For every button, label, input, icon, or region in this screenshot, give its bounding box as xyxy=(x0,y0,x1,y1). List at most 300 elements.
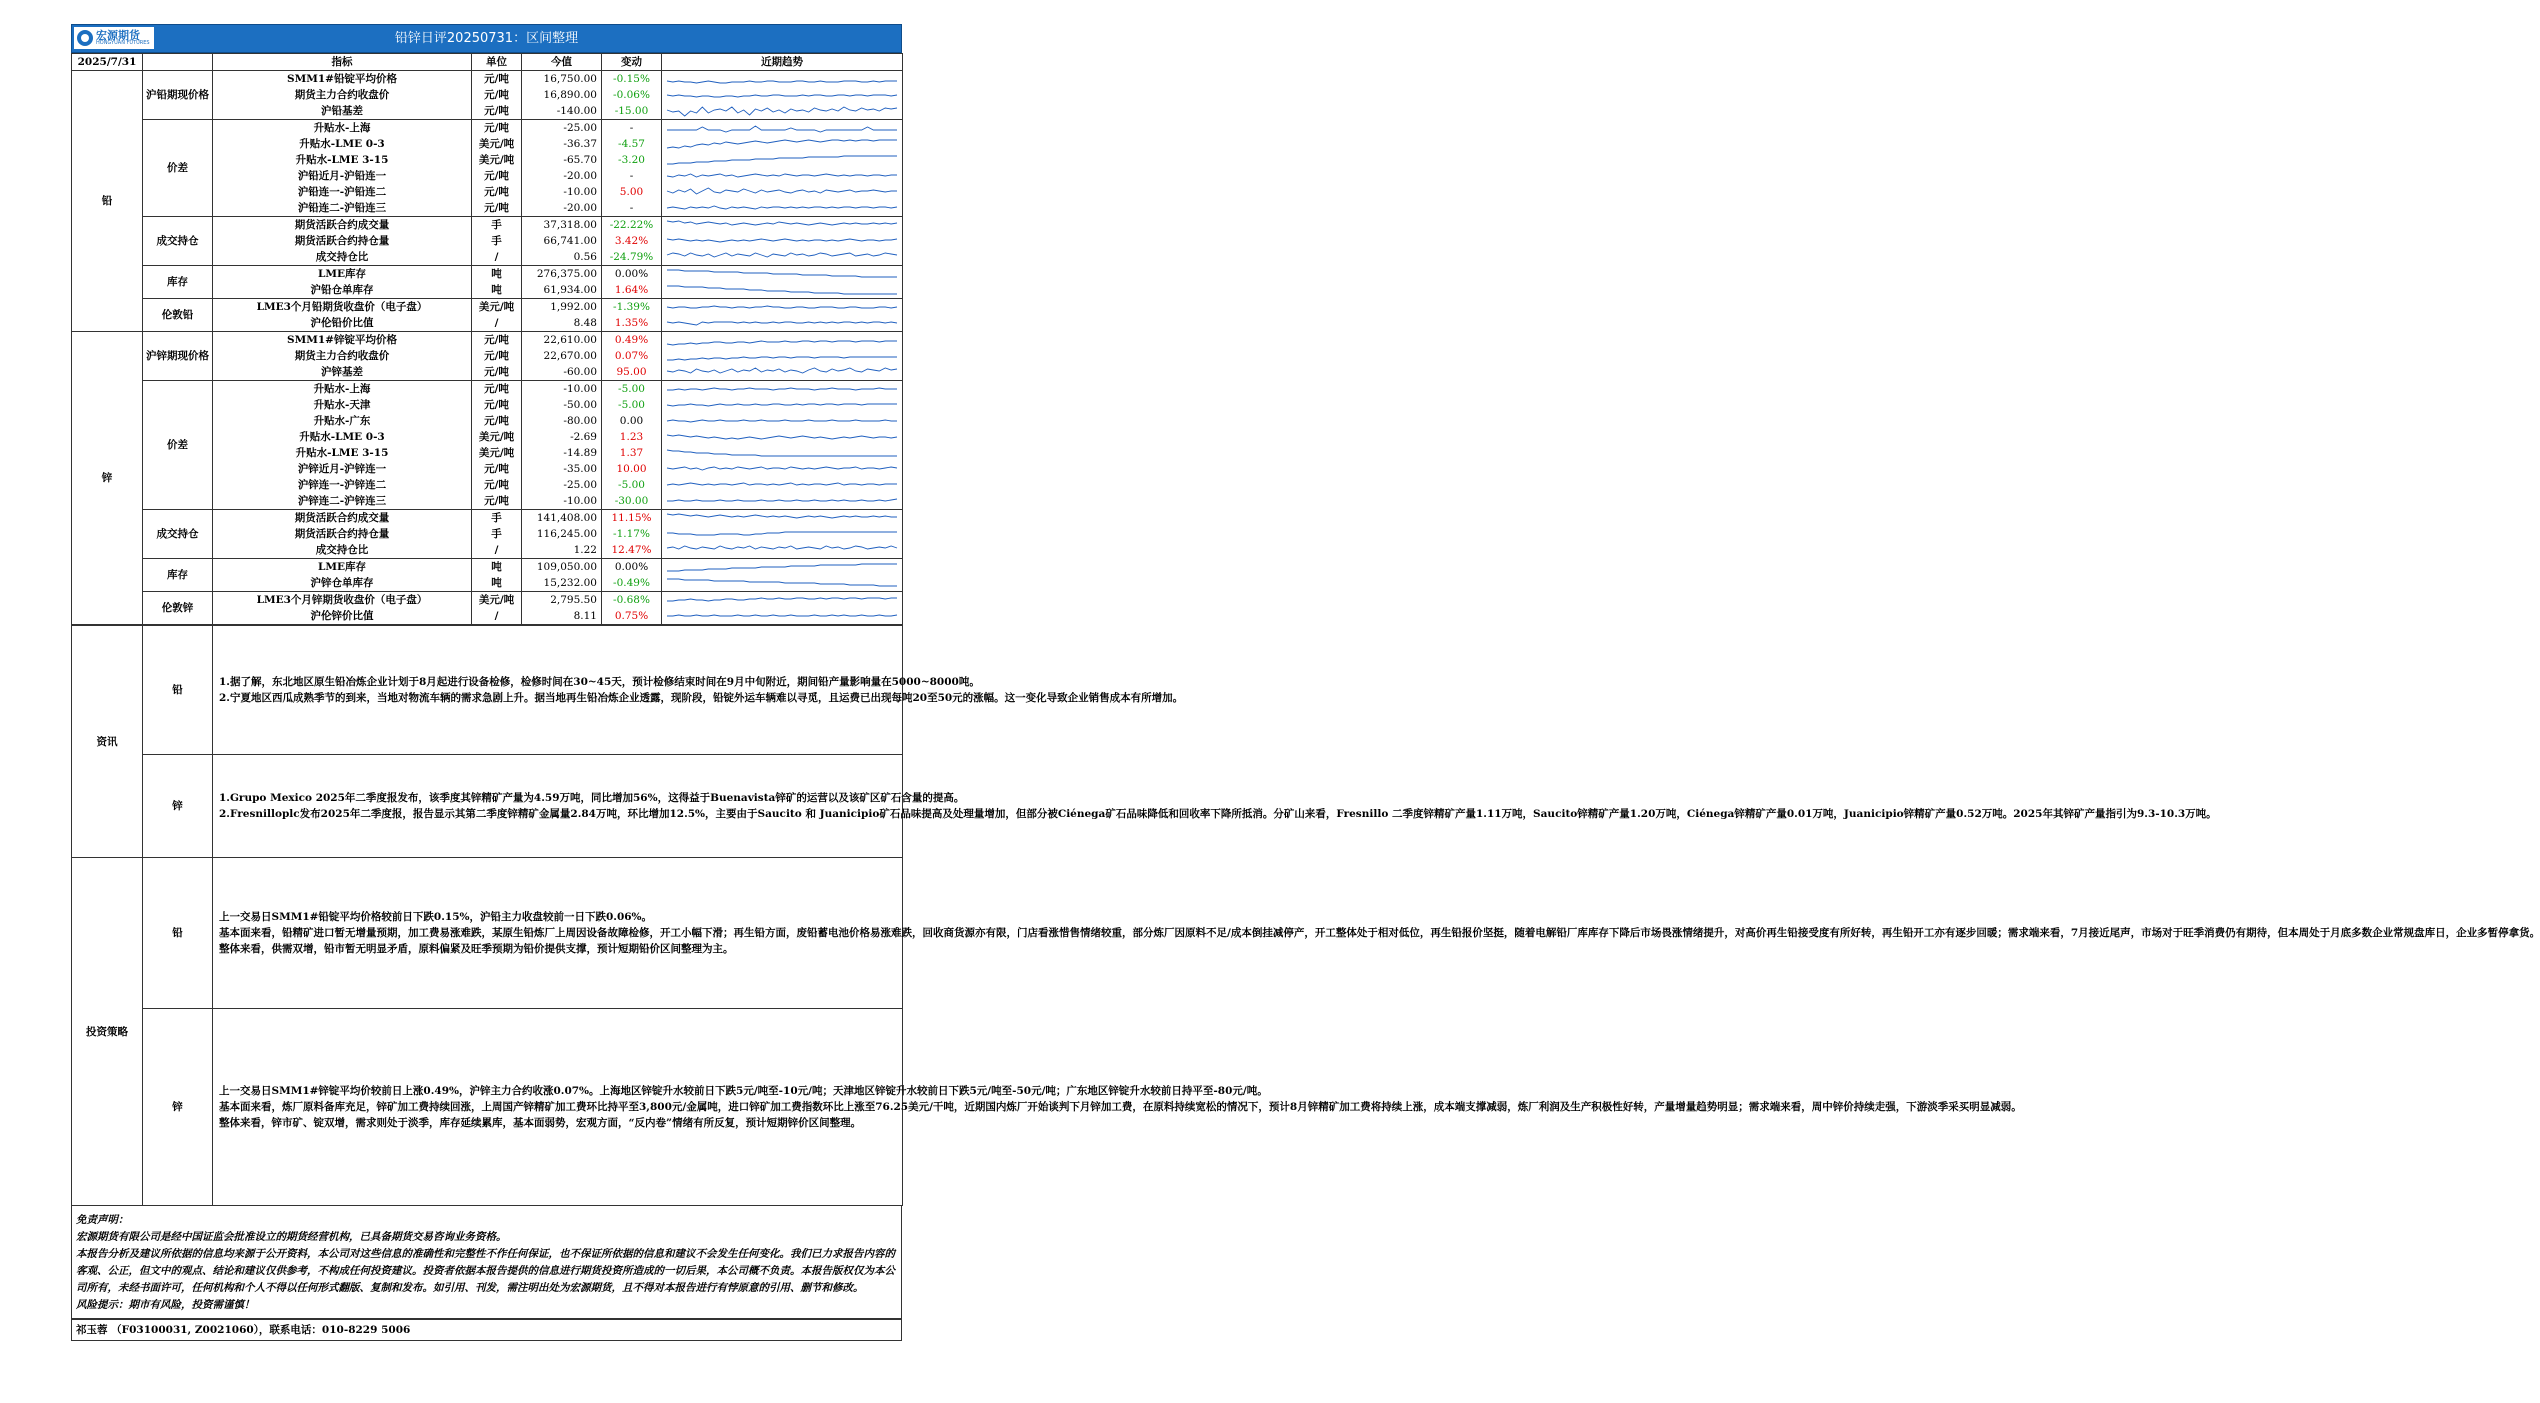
indicator-name: 升贴水-LME 0-3 xyxy=(213,136,472,152)
indicator-name: 期货主力合约收盘价 xyxy=(213,87,472,103)
indicator-name: LME3个月锌期货收盘价（电子盘） xyxy=(213,592,472,609)
date-cell: 2025/7/31 xyxy=(72,54,143,71)
trend-sparkline xyxy=(662,592,903,609)
sparkline-trend-line xyxy=(667,467,897,470)
trend-sparkline xyxy=(662,136,903,152)
unit-cell: 美元/吨 xyxy=(472,429,522,445)
data-row xyxy=(72,266,903,283)
change-cell: 0.00% xyxy=(602,266,662,283)
change-cell: 3.42% xyxy=(602,233,662,249)
indicator-name: 沪铅连一-沪铅连二 xyxy=(213,184,472,200)
change-cell: -4.57 xyxy=(602,136,662,152)
trend-header: 近期趋势 xyxy=(662,54,903,71)
trend-sparkline xyxy=(662,184,903,200)
sparkline-trend-line xyxy=(667,388,897,390)
sparkline-svg xyxy=(666,168,898,184)
trend-sparkline xyxy=(662,413,903,429)
trend-sparkline xyxy=(662,299,903,316)
sparkline-svg xyxy=(666,299,898,315)
sparkline-svg xyxy=(666,493,898,509)
indicator-name: 沪锌仓单库存 xyxy=(213,575,472,592)
sparkline-trend-line xyxy=(667,579,897,586)
change-cell: 1.64% xyxy=(602,282,662,299)
sparkline-svg xyxy=(666,413,898,429)
change-cell: -3.20 xyxy=(602,152,662,168)
trend-sparkline xyxy=(662,282,903,299)
change-cell: -0.06% xyxy=(602,87,662,103)
unit-cell: 元/吨 xyxy=(472,413,522,429)
value-cell: 16,890.00 xyxy=(522,87,602,103)
sparkline-trend-line xyxy=(667,107,897,116)
indicator-name: SMM1#铅锭平均价格 xyxy=(213,71,472,88)
change-cell: 12.47% xyxy=(602,542,662,559)
news-lead-label: 铅 xyxy=(143,626,213,755)
value-cell: -35.00 xyxy=(522,461,602,477)
news-zinc-label: 锌 xyxy=(143,755,213,858)
trend-sparkline xyxy=(662,429,903,445)
change-cell: -5.00 xyxy=(602,381,662,398)
trend-sparkline xyxy=(662,364,903,381)
trend-sparkline xyxy=(662,332,903,349)
sparkline-trend-line xyxy=(667,368,897,373)
trend-sparkline xyxy=(662,608,903,625)
value-cell: -50.00 xyxy=(522,397,602,413)
trend-sparkline xyxy=(662,559,903,576)
sparkline-trend-line xyxy=(667,483,897,485)
unit-cell: 美元/吨 xyxy=(472,152,522,168)
indicator-name: SMM1#锌锭平均价格 xyxy=(213,332,472,349)
sparkline-svg xyxy=(666,71,898,87)
sparkline-svg xyxy=(666,152,898,168)
value-cell: 1.22 xyxy=(522,542,602,559)
sparkline-trend-line xyxy=(667,420,897,422)
text-table xyxy=(71,625,2540,1206)
change-cell: 11.15% xyxy=(602,510,662,527)
sparkline-trend-line xyxy=(667,81,897,83)
trend-sparkline xyxy=(662,510,903,527)
trend-sparkline xyxy=(662,200,903,217)
unit-cell: 吨 xyxy=(472,575,522,592)
unit-cell: 手 xyxy=(472,233,522,249)
sparkline-trend-line xyxy=(667,239,897,242)
report-header xyxy=(71,24,902,53)
unit-cell: 元/吨 xyxy=(472,493,522,510)
value-cell: -20.00 xyxy=(522,200,602,217)
sparkline-svg xyxy=(666,575,898,591)
trend-sparkline xyxy=(662,477,903,493)
disclaimer-line-1: 宏源期货有限公司是经中国证监会批准设立的期货经营机构，已具备期货交易咨询业务资格。 xyxy=(76,1231,507,1243)
indicator-name: 期货活跃合约持仓量 xyxy=(213,526,472,542)
strategy-lead-paragraph-2: 基本面来看，铅精矿进口暂无增量预期，加工费易涨难跌，某原生铅炼厂上周因设备故障检修，开工小幅下滑；再生铅方面，废铅蓄电池价格易涨难跌，回收商货源亦有限，门店看涨惜售情绪较重，部分炼厂因原料不足/成本倒挂减停产，开工整体处于相对低位，再生铅报价坚挺，随着电解铅厂库库存下降后市场畏涨情绪提升，对高价再生铅接受度有所好转，再生铅开工亦有逐步回暖；需求端来看，7月接近尾声，市场对于旺季消费仍有期待，但本周处于月底多数企业常规盘库日，企业多暂停拿货。 xyxy=(219,927,2540,939)
value-cell: 8.48 xyxy=(522,315,602,332)
sparkline-svg xyxy=(666,315,898,331)
sparkline-trend-line xyxy=(667,532,897,535)
unit-cell: 元/吨 xyxy=(472,103,522,120)
value-cell: -10.00 xyxy=(522,381,602,398)
unit-cell: 元/吨 xyxy=(472,168,522,184)
change-cell: -15.00 xyxy=(602,103,662,120)
zinc-category: 锌 xyxy=(72,332,143,625)
unit-cell: 元/吨 xyxy=(472,364,522,381)
strategy-zinc-text xyxy=(213,1009,2022,1206)
indicator-name: 成交持仓比 xyxy=(213,542,472,559)
unit-cell: 元/吨 xyxy=(472,87,522,103)
sparkline-trend-line xyxy=(667,95,897,97)
strategy-category: 投资策略 xyxy=(72,858,143,1206)
trend-sparkline xyxy=(662,445,903,461)
lead-category: 铅 xyxy=(72,71,143,332)
indicator-name: 期货活跃合约持仓量 xyxy=(213,233,472,249)
sparkline-trend-line xyxy=(667,514,897,518)
change-cell: -22.22% xyxy=(602,217,662,234)
news-lead-row xyxy=(72,626,903,755)
change-cell: -5.00 xyxy=(602,397,662,413)
data-row xyxy=(72,510,903,527)
unit-cell: 手 xyxy=(472,510,522,527)
unit-cell: 元/吨 xyxy=(472,461,522,477)
indicator-name: 期货活跃合约成交量 xyxy=(213,510,472,527)
indicator-name: 期货活跃合约成交量 xyxy=(213,217,472,234)
strategy-zinc-label: 锌 xyxy=(143,1009,213,1206)
trend-sparkline xyxy=(662,217,903,234)
sparkline-svg xyxy=(666,397,898,413)
value-cell: 15,232.00 xyxy=(522,575,602,592)
trend-sparkline xyxy=(662,348,903,364)
indicator-name: 沪锌连一-沪锌连二 xyxy=(213,477,472,493)
value-cell: -20.00 xyxy=(522,168,602,184)
indicator-name: 沪铅近月-沪铅连一 xyxy=(213,168,472,184)
sparkline-trend-line xyxy=(667,435,897,439)
data-row xyxy=(72,332,903,349)
unit-cell: 吨 xyxy=(472,559,522,576)
unit-cell: 手 xyxy=(472,526,522,542)
value-cell: 66,741.00 xyxy=(522,233,602,249)
sparkline-svg xyxy=(666,608,898,624)
trend-sparkline xyxy=(662,315,903,332)
indicator-name: 升贴水-LME 3-15 xyxy=(213,152,472,168)
value-cell: 2,795.50 xyxy=(522,592,602,609)
trend-sparkline xyxy=(662,87,903,103)
sparkline-svg xyxy=(666,282,898,298)
trend-sparkline xyxy=(662,575,903,592)
sparkline-trend-line xyxy=(667,404,897,406)
trend-sparkline xyxy=(662,493,903,510)
strategy-zinc-paragraph-2: 基本面来看，炼厂原料备库充足，锌矿加工费持续回涨，上周国产锌精矿加工费环比持平至3,800元/金属吨，进口锌矿加工费指数环比上涨至76.25美元/干吨，近期国内炼厂开始谈判下月锌加工费，在原料持续宽松的情况下，预计8月锌精矿加工费将持续上涨，成本端支撑减弱，炼厂利润及生产积极性好转，产量增量趋势明显；需求端来看，周中锌价持续走强，下游淡季采买明显减弱。 xyxy=(219,1101,2022,1113)
sparkline-trend-line xyxy=(667,270,897,277)
change-cell: -1.17% xyxy=(602,526,662,542)
change-cell: 0.00% xyxy=(602,559,662,576)
group-label: 成交持仓 xyxy=(143,217,213,266)
value-cell: 109,050.00 xyxy=(522,559,602,576)
value-cell: -10.00 xyxy=(522,184,602,200)
change-cell: 1.37 xyxy=(602,445,662,461)
unit-cell: 元/吨 xyxy=(472,348,522,364)
unit-cell: 元/吨 xyxy=(472,184,522,200)
news-lead-paragraph-1: 1.据了解，东北地区原生铅冶炼企业计划于8月起进行设备检修，检修时间在30~45天，预计检修结束时间在9月中旬附近，期间铅产量影响量在5000~8000吨。 xyxy=(219,676,980,688)
indicator-name: 沪伦锌价比值 xyxy=(213,608,472,625)
value-cell: -60.00 xyxy=(522,364,602,381)
sparkline-trend-line xyxy=(667,286,897,294)
indicator-header: 指标 xyxy=(213,54,472,71)
news-lead-paragraph-2: 2.宁夏地区西瓜成熟季节的到来，当地对物流车辆的需求急剧上升。据当地再生铅冶炼企业透露，现阶段，铅锭外运车辆难以寻觅，且运费已出现每吨20至50元的涨幅。这一变化导致企业销售成本有所增加。 xyxy=(219,692,1184,704)
indicator-name: LME库存 xyxy=(213,266,472,283)
value-cell: 141,408.00 xyxy=(522,510,602,527)
value-cell: 16,750.00 xyxy=(522,71,602,88)
value-cell: -80.00 xyxy=(522,413,602,429)
sparkline-svg xyxy=(666,477,898,493)
sparkline-trend-line xyxy=(667,188,897,194)
strategy-lead-row xyxy=(72,858,903,1009)
change-cell: -24.79% xyxy=(602,249,662,266)
unit-cell: 元/吨 xyxy=(472,71,522,88)
group-label: 价差 xyxy=(143,381,213,510)
change-header: 变动 xyxy=(602,54,662,71)
sparkline-svg xyxy=(666,233,898,249)
sparkline-trend-line xyxy=(667,450,897,456)
trend-sparkline xyxy=(662,152,903,168)
unit-cell: 元/吨 xyxy=(472,477,522,493)
sparkline-svg xyxy=(666,429,898,445)
change-cell: 1.35% xyxy=(602,315,662,332)
sparkline-trend-line xyxy=(667,253,897,257)
indicator-name: 期货主力合约收盘价 xyxy=(213,348,472,364)
indicator-name: 沪铅基差 xyxy=(213,103,472,120)
value-cell: -65.70 xyxy=(522,152,602,168)
change-cell: -1.39% xyxy=(602,299,662,316)
data-row xyxy=(72,120,903,137)
trend-sparkline xyxy=(662,526,903,542)
unit-cell: / xyxy=(472,542,522,559)
news-lead-text xyxy=(213,626,1184,755)
change-cell: -0.68% xyxy=(602,592,662,609)
sparkline-trend-line xyxy=(667,341,897,345)
unit-cell: 美元/吨 xyxy=(472,445,522,461)
trend-sparkline xyxy=(662,168,903,184)
sparkline-trend-line xyxy=(667,322,897,325)
trend-sparkline xyxy=(662,397,903,413)
value-cell: -2.69 xyxy=(522,429,602,445)
strategy-zinc-paragraph-1: 上一交易日SMM1#锌锭平均价较前日上涨0.49%，沪锌主力合约收涨0.07%。上海地区锌锭升水较前日下跌5元/吨至-10元/吨；天津地区锌锭升水较前日下跌5元/吨至-50元/吨；广东地区锌锭升水较前日持平至-80元/吨。 xyxy=(219,1085,1268,1097)
trend-sparkline xyxy=(662,266,903,283)
indicator-name: 升贴水-上海 xyxy=(213,120,472,137)
group-label: 沪锌期现价格 xyxy=(143,332,213,381)
sparkline-svg xyxy=(666,348,898,364)
unit-header: 单位 xyxy=(472,54,522,71)
unit-cell: / xyxy=(472,315,522,332)
unit-cell: 美元/吨 xyxy=(472,592,522,609)
value-cell: 276,375.00 xyxy=(522,266,602,283)
value-cell: 8.11 xyxy=(522,608,602,625)
value-cell: 22,670.00 xyxy=(522,348,602,364)
unit-cell: 元/吨 xyxy=(472,381,522,398)
news-zinc-paragraph-2: 2.Fresnilloplc发布2025年二季度报，报告显示其第二季度锌精矿金属量2.84万吨，环比增加12.5%，主要由于Saucito 和 Juanicipio矿石品味提高及处理量增加，但部分被Ciénega矿石品味降低和回收率下降所抵消。分矿山来看，Fresnillo 二季度锌精矿产量1.11万吨，Saucito锌精矿产量1.20万吨，Ciénega锌精矿产量0.01万吨，Juanicipio锌精矿产量0.52万吨。2025年其锌矿产量指引为9.3-10.3万吨。 xyxy=(219,808,2217,820)
indicator-name: 沪锌基差 xyxy=(213,364,472,381)
group-label: 价差 xyxy=(143,120,213,217)
news-zinc-paragraph-1: 1.Grupo Mexico 2025年二季度报发布，该季度其锌精矿产量为4.59万吨，同比增加56%，这得益于Buenavista锌矿的运营以及该矿区矿石含量的提高。 xyxy=(219,792,965,804)
sparkline-svg xyxy=(666,217,898,233)
unit-cell: 元/吨 xyxy=(472,397,522,413)
unit-cell: / xyxy=(472,608,522,625)
value-cell: -10.00 xyxy=(522,493,602,510)
value-cell: 116,245.00 xyxy=(522,526,602,542)
indicator-name: 成交持仓比 xyxy=(213,249,472,266)
sparkline-trend-line xyxy=(667,156,897,164)
change-cell: -0.49% xyxy=(602,575,662,592)
sparkline-svg xyxy=(666,249,898,265)
sparkline-svg xyxy=(666,200,898,216)
sparkline-svg xyxy=(666,332,898,348)
sparkline-svg xyxy=(666,526,898,542)
sparkline-trend-line xyxy=(667,598,897,601)
value-cell: 61,934.00 xyxy=(522,282,602,299)
value-cell: 22,610.00 xyxy=(522,332,602,349)
group-label: 伦敦锌 xyxy=(143,592,213,625)
group-label: 沪铅期现价格 xyxy=(143,71,213,120)
group-label: 伦敦铅 xyxy=(143,299,213,332)
data-row xyxy=(72,217,903,234)
indicator-name: 沪锌连二-沪锌连三 xyxy=(213,493,472,510)
sparkline-trend-line xyxy=(667,615,897,616)
change-cell: 0.00 xyxy=(602,413,662,429)
trend-sparkline xyxy=(662,461,903,477)
data-row xyxy=(72,299,903,316)
sparkline-svg xyxy=(666,445,898,461)
data-row xyxy=(72,381,903,398)
sparkline-trend-line xyxy=(667,499,897,501)
unit-cell: 元/吨 xyxy=(472,120,522,137)
unit-cell: / xyxy=(472,249,522,266)
change-cell: - xyxy=(602,120,662,137)
sparkline-svg xyxy=(666,266,898,282)
sparkline-trend-line xyxy=(667,564,897,571)
unit-cell: 吨 xyxy=(472,282,522,299)
change-cell: -0.15% xyxy=(602,71,662,88)
change-cell: 10.00 xyxy=(602,461,662,477)
indicator-name: 升贴水-LME 3-15 xyxy=(213,445,472,461)
change-cell: - xyxy=(602,200,662,217)
sparkline-svg xyxy=(666,542,898,558)
sparkline-trend-line xyxy=(667,126,897,132)
indicator-name: LME库存 xyxy=(213,559,472,576)
data-row xyxy=(72,592,903,609)
value-cell: -25.00 xyxy=(522,477,602,493)
unit-cell: 美元/吨 xyxy=(472,136,522,152)
indicator-name: 升贴水-LME 0-3 xyxy=(213,429,472,445)
sparkline-trend-line xyxy=(667,357,897,360)
disclaimer-line-2: 本报告分析及建议所依据的信息均来源于公开资料，本公司对这些信息的准确性和完整性不作任何保证，也不保证所依据的信息和建议不会发生任何变化。我们已力求报告内容的客观、公正，但文中的观点、结论和建议仅供参考，不构成任何投资建议。投资者依据本报告提供的信息进行期货投资所造成的一切后果，本公司概不负责。本报告版权仅为本公司所有，未经书面许可，任何机构和个人不得以任何形式翻版、复制和发布。如引用、刊发，需注明出处为宏源期货，且不得对本报告进行有悖原意的引用、删节和修改。 xyxy=(76,1248,895,1294)
news-zinc-text xyxy=(213,755,2217,858)
group-label: 库存 xyxy=(143,266,213,299)
unit-cell: 美元/吨 xyxy=(472,299,522,316)
indicator-name: 升贴水-天津 xyxy=(213,397,472,413)
value-cell: -25.00 xyxy=(522,120,602,137)
sparkline-svg xyxy=(666,381,898,397)
indicator-name: 沪伦铅价比值 xyxy=(213,315,472,332)
value-cell: -14.89 xyxy=(522,445,602,461)
data-table xyxy=(71,53,903,625)
strategy-zinc-row xyxy=(72,1009,903,1206)
value-cell: 37,318.00 xyxy=(522,217,602,234)
indicator-name: 沪铅连二-沪铅连三 xyxy=(213,200,472,217)
change-cell: -5.00 xyxy=(602,477,662,493)
change-cell: 0.49% xyxy=(602,332,662,349)
change-cell: 95.00 xyxy=(602,364,662,381)
trend-sparkline xyxy=(662,120,903,137)
change-cell: -30.00 xyxy=(602,493,662,510)
data-row xyxy=(72,559,903,576)
unit-cell: 元/吨 xyxy=(472,200,522,217)
value-cell: 0.56 xyxy=(522,249,602,266)
sparkline-trend-line xyxy=(667,206,897,209)
analyst-contact: 祁玉蓉 （F03100031, Z0021060），联系电话：010-8229 5006 xyxy=(71,1319,902,1341)
strategy-zinc-paragraph-3: 整体来看，锌市矿、锭双增，需求则处于淡季，库存延续累库，基本面弱势，宏观方面，“反内卷”情绪有所反复，预计短期锌价区间整理。 xyxy=(219,1117,862,1129)
news-zinc-row xyxy=(72,755,903,858)
disclaimer xyxy=(71,1206,902,1319)
value-cell: 1,992.00 xyxy=(522,299,602,316)
report-title: 铅锌日评20250731：区间整理 xyxy=(394,31,579,46)
sparkline-svg xyxy=(666,364,898,380)
column-header-row xyxy=(72,54,903,71)
trend-sparkline xyxy=(662,71,903,88)
strategy-lead-text xyxy=(213,858,2540,1009)
value-cell: -140.00 xyxy=(522,103,602,120)
change-cell: 1.23 xyxy=(602,429,662,445)
change-cell: 0.75% xyxy=(602,608,662,625)
strategy-lead-paragraph-1: 上一交易日SMM1#铅锭平均价格较前日下跌0.15%，沪铅主力收盘较前一日下跌0.06%。 xyxy=(219,911,653,923)
sparkline-svg xyxy=(666,510,898,526)
news-category: 资讯 xyxy=(72,626,143,858)
sparkline-trend-line xyxy=(667,306,897,308)
group-label: 成交持仓 xyxy=(143,510,213,559)
indicator-name: 升贴水-广东 xyxy=(213,413,472,429)
risk-warning: 风险提示：期市有风险，投资需谨慎！ xyxy=(76,1299,255,1311)
sparkline-svg xyxy=(666,559,898,575)
trend-sparkline xyxy=(662,249,903,266)
sparkline-trend-line xyxy=(667,174,897,177)
change-cell: 0.07% xyxy=(602,348,662,364)
change-cell: - xyxy=(602,168,662,184)
indicator-name: LME3个月铅期货收盘价（电子盘） xyxy=(213,299,472,316)
sparkline-svg xyxy=(666,103,898,119)
sparkline-svg xyxy=(666,87,898,103)
change-cell: 5.00 xyxy=(602,184,662,200)
indicator-name: 沪铅仓单库存 xyxy=(213,282,472,299)
unit-cell: 吨 xyxy=(472,266,522,283)
value-cell: -36.37 xyxy=(522,136,602,152)
sparkline-svg xyxy=(666,592,898,608)
sparkline-svg xyxy=(666,136,898,152)
data-row xyxy=(72,71,903,88)
sparkline-trend-line xyxy=(667,140,897,148)
trend-sparkline xyxy=(662,233,903,249)
trend-sparkline xyxy=(662,542,903,559)
sparkline-svg xyxy=(666,184,898,200)
sparkline-svg xyxy=(666,461,898,477)
group-header xyxy=(143,54,213,71)
group-label: 库存 xyxy=(143,559,213,592)
unit-cell: 手 xyxy=(472,217,522,234)
unit-cell: 元/吨 xyxy=(472,332,522,349)
indicator-name: 升贴水-上海 xyxy=(213,381,472,398)
trend-sparkline xyxy=(662,103,903,120)
disclaimer-title: 免责声明： xyxy=(76,1214,129,1226)
trend-sparkline xyxy=(662,381,903,398)
sparkline-trend-line xyxy=(667,546,897,549)
strategy-lead-label: 铅 xyxy=(143,858,213,1009)
logo-english: HONGYUAN FUTURES xyxy=(96,40,150,46)
strategy-lead-paragraph-3: 整体来看，供需双增，铅市暂无明显矛盾，原料偏紧及旺季预期为铅价提供支撑，预计短期铅价区间整理为主。 xyxy=(219,943,734,955)
indicator-name: 沪锌近月-沪锌连一 xyxy=(213,461,472,477)
